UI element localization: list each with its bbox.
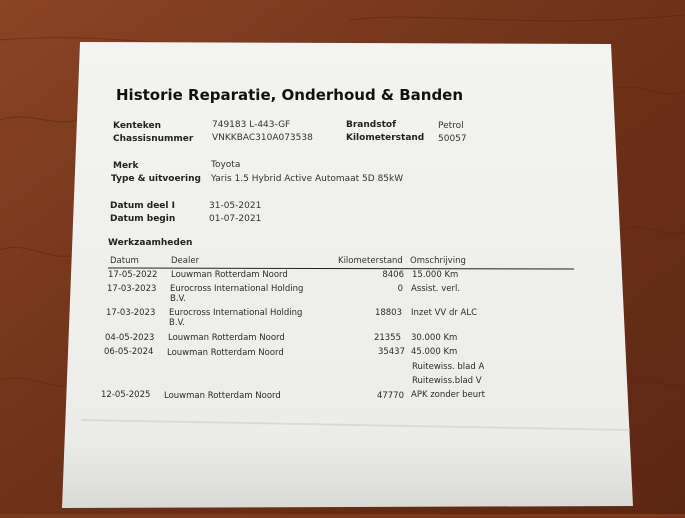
table-cell-omschrijving: Assist. verl. xyxy=(411,284,461,294)
table-cell-datum: 04-05-2023 xyxy=(105,333,155,343)
column-header-omschrijving: Omschrijving xyxy=(410,256,466,266)
merk-label: Merk xyxy=(113,161,139,171)
table-cell-dealer-line2: B.V. xyxy=(170,294,186,304)
datum-deel-label: Datum deel I xyxy=(110,201,175,211)
table-cell-omschrijving: Ruitewiss.blad V xyxy=(412,376,482,386)
table-cell-datum: 06-05-2024 xyxy=(104,347,154,357)
table-cell-datum: 17-03-2023 xyxy=(106,308,156,318)
table-cell-dealer: Eurocross International Holding xyxy=(170,284,304,294)
type-label: Type & uitvoering xyxy=(111,174,201,184)
table-cell-dealer: Louwman Rotterdam Noord xyxy=(164,391,281,401)
table-cell-dealer-line2: B.V. xyxy=(169,318,185,328)
table-cell-omschrijving: Ruitewiss. blad A xyxy=(412,362,485,372)
table-cell-datum: 17-05-2022 xyxy=(108,270,158,280)
table-cell-datum: 17-03-2023 xyxy=(107,284,157,294)
table-cell-km: 8406 xyxy=(382,270,404,280)
brandstof-value: Petrol xyxy=(438,121,464,131)
chassis-value: VNKKBAC310A073538 xyxy=(212,133,313,143)
kilometerstand-value: 50057 xyxy=(438,134,467,144)
table-cell-km: 18803 xyxy=(374,308,402,318)
kenteken-label: Kenteken xyxy=(113,121,161,131)
chassis-label: Chassisnummer xyxy=(113,134,194,144)
column-header-datum: Datum xyxy=(110,256,139,266)
datum-deel-value: 31-05-2021 xyxy=(209,201,262,211)
table-cell-dealer: Louwman Rotterdam Noord xyxy=(167,348,284,358)
table-cell-omschrijving: 15.000 Km xyxy=(412,270,459,280)
table-cell-dealer: Eurocross International Holding xyxy=(169,308,303,318)
table-cell-km: 21355 xyxy=(373,333,401,343)
table-cell-km: 47770 xyxy=(376,391,404,401)
datum-begin-label: Datum begin xyxy=(110,214,176,224)
werkzaamheden-heading: Werkzaamheden xyxy=(108,238,193,248)
brandstof-label: Brandstof xyxy=(346,120,396,130)
kilometerstand-label: Kilometerstand xyxy=(346,133,425,143)
table-cell-dealer: Louwman Rotterdam Noord xyxy=(171,270,288,280)
table-cell-omschrijving: 45.000 Km xyxy=(411,347,458,357)
kenteken-value: 749183 L-443-GF xyxy=(212,120,291,130)
table-cell-datum: 12-05-2025 xyxy=(101,390,151,400)
table-cell-km: 35437 xyxy=(377,347,405,357)
column-header-kilometerstand: Kilometerstand xyxy=(338,256,403,266)
table-cell-omschrijving: 30.000 Km xyxy=(411,333,458,343)
table-cell-dealer: Louwman Rotterdam Noord xyxy=(168,333,285,343)
table-cell-omschrijving: Inzet VV dr ALC xyxy=(411,308,478,318)
merk-value: Toyota xyxy=(211,160,241,170)
datum-begin-value: 01-07-2021 xyxy=(209,214,262,224)
column-header-dealer: Dealer xyxy=(171,256,200,266)
document-title: Historie Reparatie, Onderhoud & Banden xyxy=(116,86,464,104)
table-cell-km: 0 xyxy=(397,284,403,294)
type-value: Yaris 1.5 Hybrid Active Automaat 5D 85kW xyxy=(211,174,404,184)
table-cell-omschrijving: APK zonder beurt xyxy=(411,390,485,400)
